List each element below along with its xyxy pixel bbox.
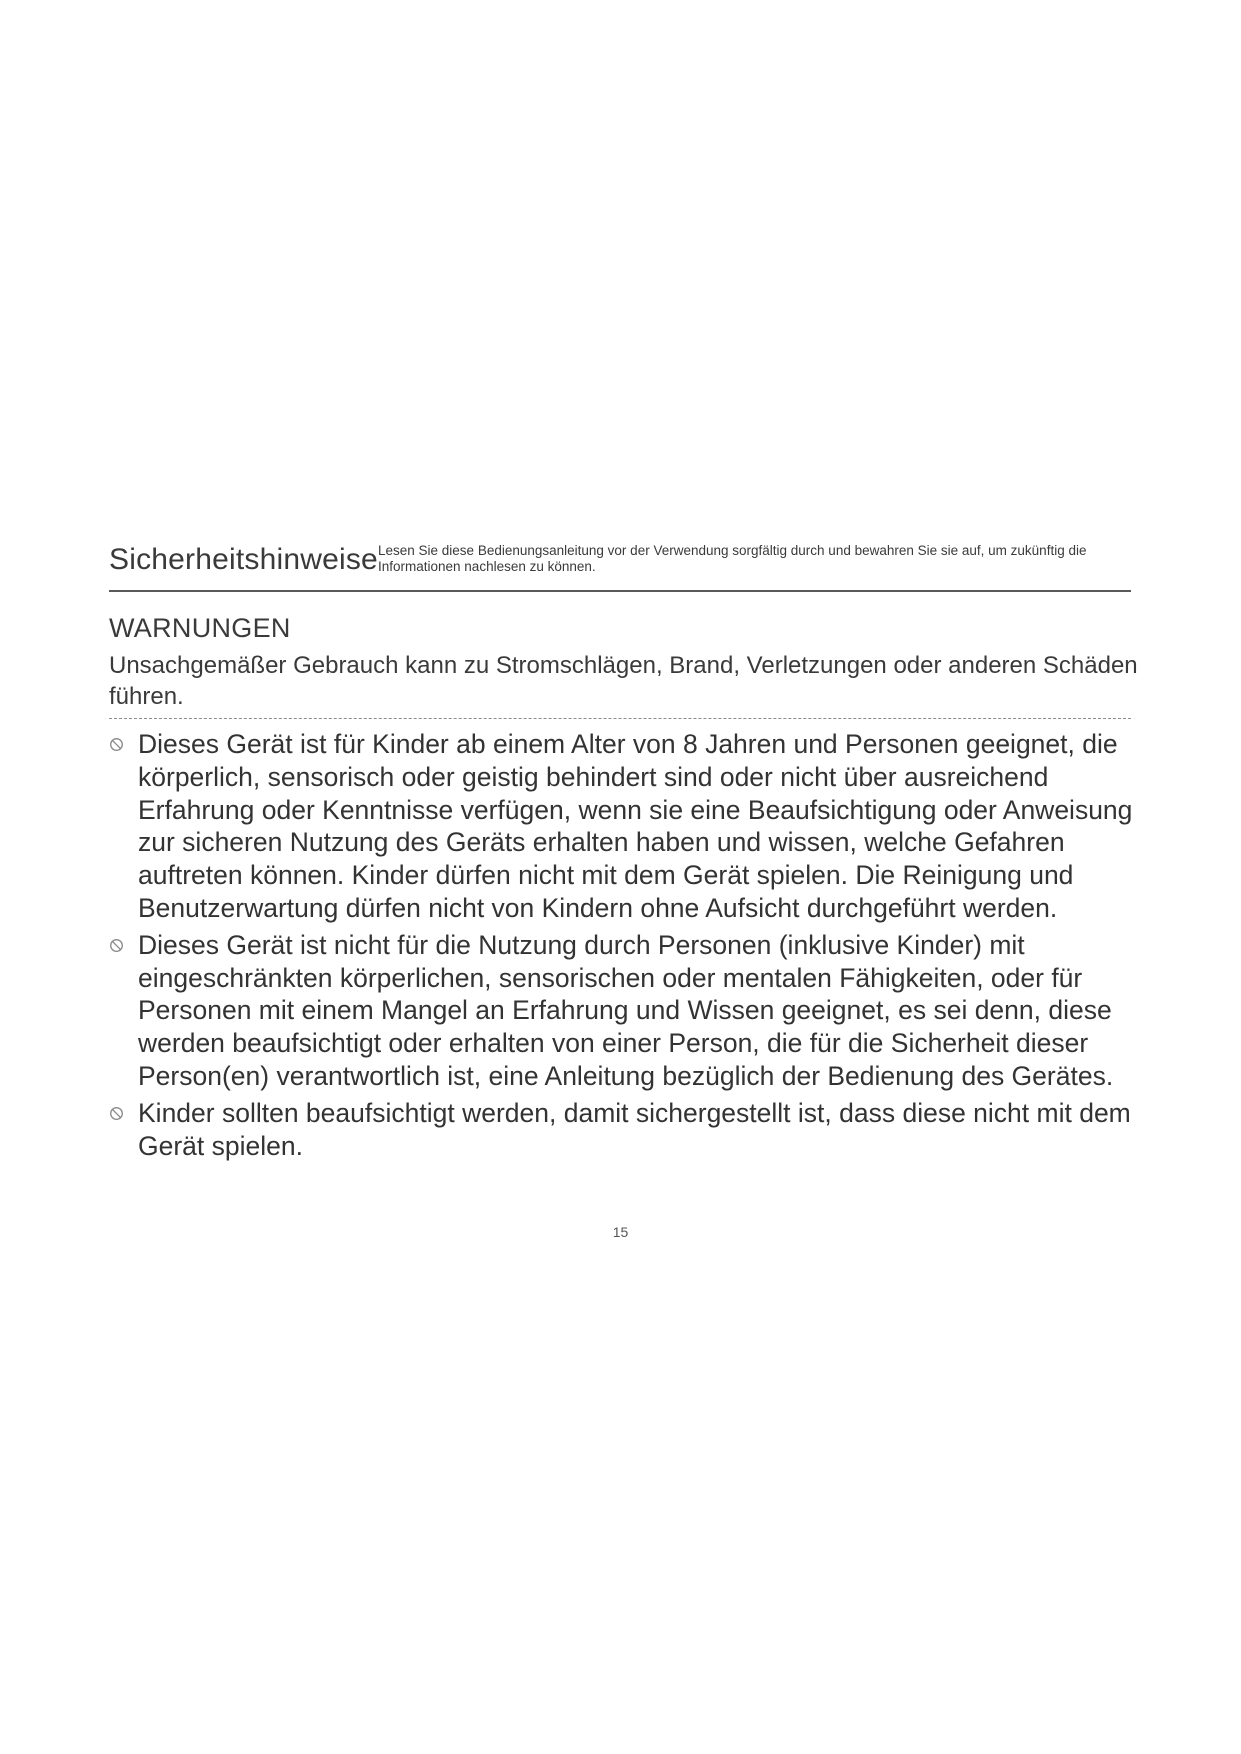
header-note: Lesen Sie diese Bedienungsanleitung vor der Verwendung sorgfältig durch und bewahren Sie sie auf, um zukünftig die Informationen nachlesen zu können. xyxy=(378,543,1087,574)
section-header xyxy=(109,542,1131,590)
warning-item xyxy=(109,929,1169,1093)
dotted-divider xyxy=(109,718,1131,719)
warning-item xyxy=(109,728,1169,925)
page-number: 15 xyxy=(612,1224,629,1240)
header-divider xyxy=(109,590,1131,592)
warning-text: Dieses Gerät ist für Kinder ab einem Alter von 8 Jahren und Personen geeignet, die körperlich, sensorisch oder geistig behindert sind oder nicht über ausreichend Erfahrung oder Kenntnisse verfügen, wenn sie eine Beaufsichtigung oder Anweisung zur sicheren Nutzung des Geräts erhalten haben und wissen, welche Gefahren auftreten können. Kinder dürfen nicht mit dem Gerät spielen. Die Reinigung und Benutzerwartung dürfen nicht von Kindern ohne Aufsicht durchgeführt werden. xyxy=(138,729,1133,923)
warning-text: Dieses Gerät ist nicht für die Nutzung durch Personen (inklusive Kinder) mit eingeschränkten körperlichen, sensorischen oder mentalen Fähigkeiten, oder für Personen mit einem Mangel an Erfahrung und Wissen geeignet, es sei denn, diese werden beaufsichtigt oder erhalten von einer Person, die für die Sicherheit dieser Person(en) verantwortlich ist, eine Anleitung bezüglich der Bedienung des Gerätes. xyxy=(138,929,1114,1091)
warning-list xyxy=(109,728,1169,1166)
prohibition-icon xyxy=(109,1106,124,1121)
warnings-intro: Unsachgemäßer Gebrauch kann zu Stromschlägen, Brand, Verletzungen oder anderen Schäden führen. xyxy=(109,652,1138,710)
prohibition-icon xyxy=(109,737,124,752)
warning-text: Kinder sollten beaufsichtigt werden, damit sichergestellt ist, dass diese nicht mit dem Gerät spielen. xyxy=(138,1097,1131,1161)
warning-item xyxy=(109,1097,1169,1163)
prohibition-icon xyxy=(109,938,124,953)
section-title: Sicherheitshinweise xyxy=(109,543,378,576)
warnings-heading: WARNUNGEN xyxy=(109,613,291,643)
